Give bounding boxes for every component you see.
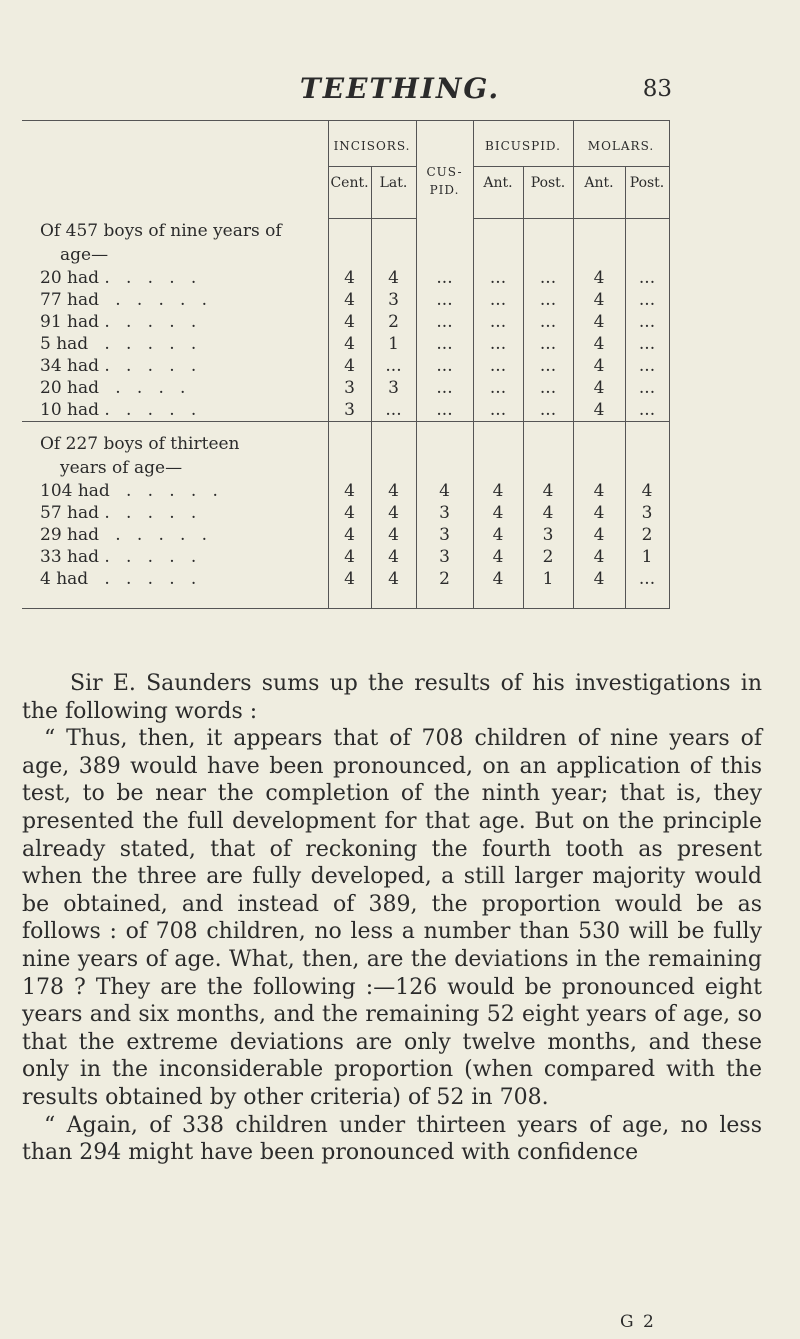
paragraph-intro: Sir E. Saunders sums up the results of his investigations in the following words : [22, 671, 762, 724]
table-cell: 4 [328, 524, 371, 546]
table-cell: ... [523, 355, 573, 377]
table-cell: 4 [328, 333, 371, 355]
table-cell: 3 [416, 502, 473, 524]
molars-ant-header: Ant. [573, 167, 625, 219]
cuspid-header-text: CUS- PID. [426, 165, 463, 197]
table-cell: 1 [371, 333, 416, 355]
table-cell: ... [473, 267, 523, 289]
row-label: 104 had . . . . . [40, 481, 218, 501]
running-head [0, 72, 800, 112]
table-cell: ... [416, 311, 473, 333]
table-cell: ... [523, 377, 573, 399]
table-cell: 4 [573, 546, 625, 568]
table-cell: 3 [416, 524, 473, 546]
table-row [22, 219, 669, 244]
table-cell: 4 [573, 355, 625, 377]
row-label: 57 had . . . . . [40, 503, 197, 523]
table-cell: ... [371, 355, 416, 377]
table-cell: 1 [523, 568, 573, 590]
row-label: 10 had . . . . . [40, 400, 197, 420]
table-cell: 4 [328, 267, 371, 289]
table-cell: ... [523, 399, 573, 422]
table-cell: 2 [523, 546, 573, 568]
table-cell: ... [523, 267, 573, 289]
table-cell: ... [625, 311, 669, 333]
table-cell: ... [473, 289, 523, 311]
row-label: 29 had . . . . . [40, 525, 208, 545]
section-heading-continued: years of age— [60, 458, 183, 478]
table-cell: 4 [573, 377, 625, 399]
table-cell: ... [473, 355, 523, 377]
table-row [22, 568, 669, 590]
table-cell: 4 [573, 480, 625, 502]
body-text [22, 670, 762, 1167]
table-row [22, 289, 669, 311]
table-cell: 4 [328, 311, 371, 333]
table-cell: ... [523, 333, 573, 355]
table-cell: ... [625, 568, 669, 590]
table-cell: ... [625, 267, 669, 289]
table-row [22, 590, 669, 609]
paragraph-quote-two: “ Again, of 338 children under thirteen years of age, no less than 294 might have been pronounced with confidence [22, 1112, 762, 1166]
table-cell: ... [473, 311, 523, 333]
table-cell: 3 [371, 377, 416, 399]
table-cell: ... [371, 399, 416, 422]
table-cell: 4 [328, 502, 371, 524]
table-cell: 4 [328, 480, 371, 502]
signature-mark: G 2 [620, 1312, 656, 1332]
table-row [22, 480, 669, 502]
table-cell: 4 [573, 524, 625, 546]
section-heading-continued: age— [60, 245, 109, 265]
table-cell: 4 [523, 502, 573, 524]
table-cell: 4 [371, 546, 416, 568]
table-cell: ... [416, 267, 473, 289]
bicuspid-ant-header: Ant. [473, 167, 523, 219]
table-row [22, 399, 669, 422]
table-cell: 2 [625, 524, 669, 546]
table-row [22, 524, 669, 546]
table-cell: 4 [625, 480, 669, 502]
table-cell: 4 [573, 502, 625, 524]
table-cell: 3 [416, 546, 473, 568]
row-label: 33 had . . . . . [40, 547, 197, 567]
row-label: 77 had . . . . . [40, 290, 208, 310]
table-cell: 3 [625, 502, 669, 524]
row-label: 20 had . . . . . [40, 268, 197, 288]
label-column-header [22, 121, 328, 219]
table-cell: 4 [328, 568, 371, 590]
molars-post-header: Post. [625, 167, 669, 219]
table-cell: ... [416, 377, 473, 399]
table-cell: 4 [573, 333, 625, 355]
table-cell: ... [625, 377, 669, 399]
row-label: 4 had . . . . . [40, 569, 197, 589]
table-cell: 4 [371, 267, 416, 289]
incisors-header: INCISORS. [328, 121, 416, 167]
table-cell: 3 [523, 524, 573, 546]
table-row [22, 432, 669, 456]
table-cell: 4 [573, 399, 625, 422]
table-cell: ... [416, 399, 473, 422]
running-title: TEETHING. [299, 72, 501, 105]
table-cell: ... [523, 311, 573, 333]
table-cell: 4 [371, 480, 416, 502]
table-cell: 2 [416, 568, 473, 590]
table-row [22, 355, 669, 377]
table-row [22, 311, 669, 333]
table-cell: ... [625, 289, 669, 311]
table-cell: 3 [371, 289, 416, 311]
table-cell: 4 [473, 568, 523, 590]
table-cell: 4 [416, 480, 473, 502]
table-cell: 4 [573, 311, 625, 333]
table-cell: ... [416, 289, 473, 311]
table-cell: ... [625, 333, 669, 355]
table-row [22, 243, 669, 267]
table-cell: 4 [473, 546, 523, 568]
table-cell: 4 [371, 524, 416, 546]
table-cell: 4 [328, 546, 371, 568]
table-cell: 4 [573, 267, 625, 289]
table-cell: 4 [473, 502, 523, 524]
table-cell: ... [416, 355, 473, 377]
table-cell: ... [473, 399, 523, 422]
molars-header: MOLARS. [573, 121, 669, 167]
table-row [22, 456, 669, 480]
row-label: 5 had . . . . . [40, 334, 197, 354]
table-row [22, 546, 669, 568]
cent-header: Cent. [328, 167, 371, 219]
table-cell: 4 [328, 355, 371, 377]
row-label: 20 had . . . . [40, 378, 186, 398]
section-heading: Of 457 boys of nine years of [40, 220, 282, 241]
table-cell: 4 [473, 524, 523, 546]
table-cell: ... [625, 399, 669, 422]
table-body [22, 219, 669, 609]
table-cell: ... [625, 355, 669, 377]
table-row [22, 502, 669, 524]
page-number: 83 [642, 76, 672, 102]
table-cell: 4 [573, 289, 625, 311]
table-row [22, 333, 669, 355]
table-cell: ... [473, 333, 523, 355]
table-cell: 3 [328, 399, 371, 422]
section-heading: Of 227 boys of thirteen [40, 434, 240, 454]
bicuspid-header: BICUSPID. [473, 121, 573, 167]
table-cell: 1 [625, 546, 669, 568]
row-label: 34 had . . . . . [40, 356, 197, 376]
table-cell: ... [473, 377, 523, 399]
table-cell: 4 [473, 480, 523, 502]
table-cell: 4 [328, 289, 371, 311]
table-row [22, 377, 669, 399]
row-label: 91 had . . . . . [40, 312, 197, 332]
lat-header: Lat. [371, 167, 416, 219]
table-cell: ... [523, 289, 573, 311]
table-cell: ... [416, 333, 473, 355]
table-cell: 4 [573, 568, 625, 590]
cuspid-header [416, 121, 473, 219]
paragraph-quote-one: “ Thus, then, it appears that of 708 children of nine years of age, 389 would have been pronounced, on an application of this test, to be near the completion of the ninth year; that is, they presented the full development for that age. But on the principle already stated, that of reckoning the fourth tooth as present when the three are fully developed, a still larger majority would be obtained, and instead of 389, the proportion would be as follows : of 708 children, no less a number than 530 will be fully nine years of age. What, then, are the deviations in the remaining 178 ? They are the following :—126 would be pronounced eight years and six months, and the remaining 52 eight years of age, so that the extreme deviations are only twelve months, and these only in the inconsiderable proportion (when compared with the results obtained by other criteria) of 52 in 708. [22, 726, 762, 1110]
dentition-table [22, 120, 670, 609]
table-row [22, 422, 669, 433]
table-cell: 4 [523, 480, 573, 502]
table-row [22, 267, 669, 289]
table-cell: 2 [371, 311, 416, 333]
bicuspid-post-header: Post. [523, 167, 573, 219]
table-cell: 4 [371, 568, 416, 590]
table-cell: 3 [328, 377, 371, 399]
table-cell: 4 [371, 502, 416, 524]
